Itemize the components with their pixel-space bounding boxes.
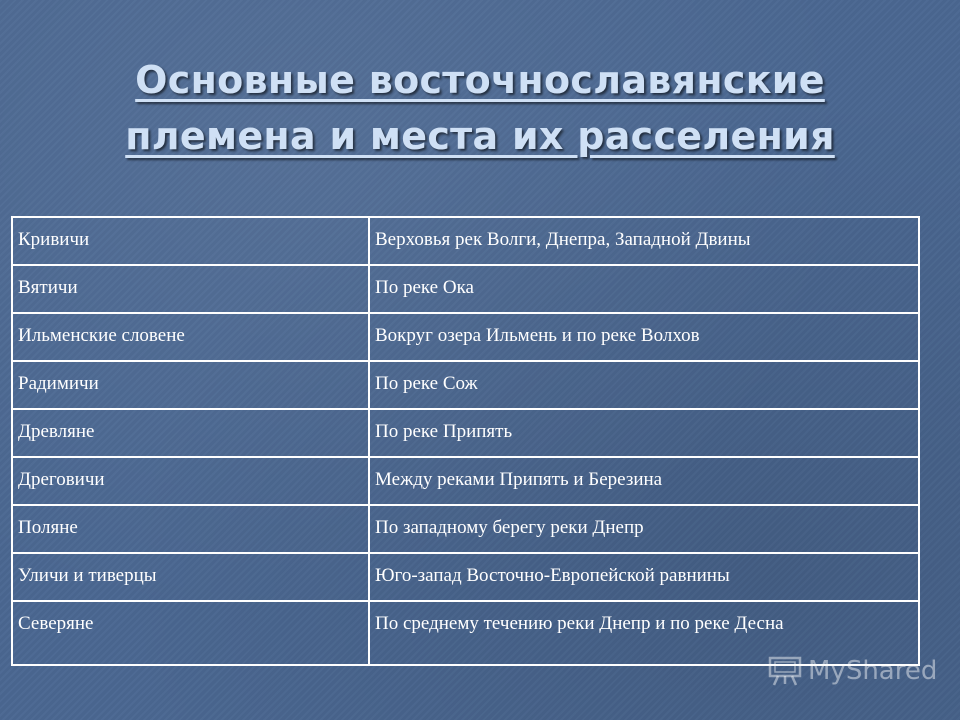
presentation-board-icon xyxy=(768,656,802,686)
watermark-text: MyShared xyxy=(808,656,938,686)
tribes-table xyxy=(11,216,920,666)
place-cell: По западному берегу реки Днепр xyxy=(369,505,919,553)
tribe-cell: Вятичи xyxy=(12,265,369,313)
table-row xyxy=(12,265,919,313)
place-cell: По реке Припять xyxy=(369,409,919,457)
place-cell: По реке Сож xyxy=(369,361,919,409)
table-row xyxy=(12,409,919,457)
table-row xyxy=(12,553,919,601)
table-row xyxy=(12,505,919,553)
place-cell: Юго-запад Восточно-Европейской равнины xyxy=(369,553,919,601)
place-cell: Между реками Припять и Березина xyxy=(369,457,919,505)
table-row xyxy=(12,457,919,505)
tribe-cell: Уличи и тиверцы xyxy=(12,553,369,601)
slide-title-line-1: Основные восточнославянские xyxy=(135,58,825,102)
tribe-cell: Северяне xyxy=(12,601,369,665)
tribe-cell: Поляне xyxy=(12,505,369,553)
tribe-cell: Дреговичи xyxy=(12,457,369,505)
slide-title-line-2: племена и места их расселения xyxy=(125,114,835,158)
table-row xyxy=(12,361,919,409)
tribe-cell: Кривичи xyxy=(12,217,369,265)
tribe-cell: Радимичи xyxy=(12,361,369,409)
table-row xyxy=(12,217,919,265)
watermark xyxy=(768,656,937,686)
place-cell: По среднему течению реки Днепр и по реке Десна xyxy=(369,601,919,665)
slide-title xyxy=(0,52,960,164)
tribe-cell: Ильменские словене xyxy=(12,313,369,361)
place-cell: Вокруг озера Ильмень и по реке Волхов xyxy=(369,313,919,361)
table-row xyxy=(12,313,919,361)
place-cell: По реке Ока xyxy=(369,265,919,313)
place-cell: Верховья рек Волги, Днепра, Западной Двины xyxy=(369,217,919,265)
tribe-cell: Древляне xyxy=(12,409,369,457)
